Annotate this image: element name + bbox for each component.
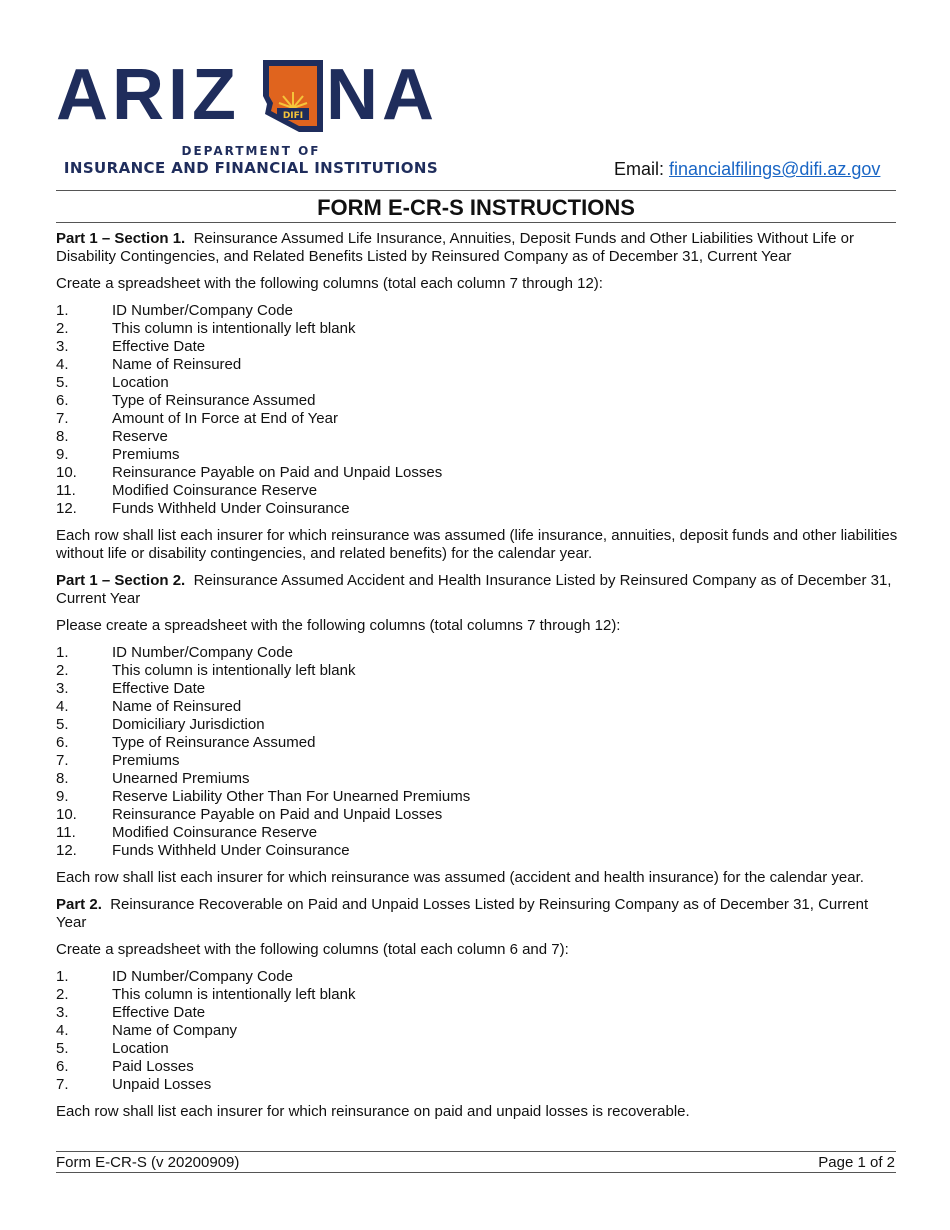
list-item	[56, 410, 901, 428]
list-item	[56, 464, 901, 482]
list-item-label: Amount of In Force at End of Year	[112, 410, 338, 427]
section-closing: Each row shall list each insurer for which reinsurance on paid and unpaid losses is recoverable.	[56, 1103, 690, 1120]
list-item	[56, 788, 901, 806]
list-item	[56, 1004, 901, 1022]
list-item-label: Reinsurance Payable on Paid and Unpaid Losses	[112, 806, 443, 823]
list-item-label: Premiums	[112, 446, 180, 463]
list-item-number: 4.	[56, 1022, 69, 1039]
logo-badge: DIFI	[282, 111, 304, 121]
list-item-label: ID Number/Company Code	[112, 968, 293, 985]
list-item	[56, 320, 901, 338]
list-item-number: 9.	[56, 788, 69, 805]
list-item-number: 9.	[56, 446, 69, 463]
logo-word-right: NA	[326, 55, 438, 135]
list-item	[56, 392, 901, 410]
difi-logo	[56, 56, 456, 176]
list-item-number: 12.	[56, 500, 77, 517]
list-item-number: 3.	[56, 1004, 69, 1021]
list-item-number: 4.	[56, 356, 69, 373]
list-item-number: 12.	[56, 842, 77, 859]
section-heading-label: Part 1 – Section 2.	[56, 572, 186, 589]
list-item	[56, 356, 901, 374]
list-item	[56, 302, 901, 320]
footer-rule-top	[56, 1151, 896, 1152]
logo-word-left: ARIZ	[56, 55, 240, 135]
list-item-label: Funds Withheld Under Coinsurance	[112, 500, 350, 517]
section-heading-label: Part 2.	[56, 896, 102, 913]
section-heading-label: Part 1 – Section 1.	[56, 230, 186, 247]
list-item-number: 1.	[56, 968, 69, 985]
list-item-label: Unpaid Losses	[112, 1076, 212, 1093]
list-item-label: Paid Losses	[112, 1058, 194, 1075]
section-heading	[56, 572, 901, 608]
column-list	[56, 968, 901, 1094]
section-heading-text: Reinsurance Assumed Accident and Health Insurance Listed by Reinsured Company as of December 31, Current Year	[56, 572, 892, 607]
section-heading-text: Reinsurance Recoverable on Paid and Unpaid Losses Listed by Reinsuring Company as of December 31, Current Year	[56, 896, 869, 931]
list-item-label: Name of Reinsured	[112, 356, 242, 373]
section-heading	[56, 230, 901, 266]
list-item-label: This column is intentionally left blank	[112, 986, 356, 1003]
list-item-label: This column is intentionally left blank	[112, 662, 356, 679]
list-item-number: 11.	[56, 824, 76, 841]
list-item-label: Modified Coinsurance Reserve	[112, 824, 318, 841]
section-intro: Create a spreadsheet with the following columns (total each column 7 through 12):	[56, 275, 603, 292]
list-item-label: Effective Date	[112, 1004, 206, 1021]
list-item	[56, 716, 901, 734]
list-item	[56, 1022, 901, 1040]
list-item-label: Unearned Premiums	[112, 770, 250, 787]
list-item	[56, 968, 901, 986]
list-item-number: 2.	[56, 986, 69, 1003]
dept-line-1: DEPARTMENT OF	[181, 144, 321, 158]
header-rule-bottom	[56, 222, 896, 223]
list-item	[56, 1076, 901, 1094]
list-item-number: 11.	[56, 482, 76, 499]
list-item-label: Type of Reinsurance Assumed	[112, 734, 316, 751]
email-contact	[614, 159, 880, 180]
instructions-body	[56, 230, 901, 1130]
list-item-label: Reserve Liability Other Than For Unearned Premiums	[112, 788, 471, 805]
list-item-number: 8.	[56, 770, 69, 787]
list-item-number: 6.	[56, 392, 69, 409]
section-intro: Please create a spreadsheet with the following columns (total columns 7 through 12):	[56, 617, 621, 634]
list-item-label: Reinsurance Payable on Paid and Unpaid Losses	[112, 464, 443, 481]
list-item	[56, 338, 901, 356]
list-item-label: Location	[112, 1040, 169, 1057]
list-item	[56, 770, 901, 788]
list-item-number: 7.	[56, 752, 69, 769]
list-item-number: 7.	[56, 1076, 69, 1093]
list-item-number: 7.	[56, 410, 69, 427]
page-number: Page 1 of 2	[818, 1154, 895, 1171]
list-item-label: ID Number/Company Code	[112, 302, 293, 319]
list-item-label: Modified Coinsurance Reserve	[112, 482, 318, 499]
header-rule-top	[56, 190, 896, 191]
list-item-number: 1.	[56, 302, 69, 319]
arizona-state-icon	[259, 56, 327, 136]
column-list	[56, 644, 901, 860]
list-item-number: 5.	[56, 374, 69, 391]
list-item-number: 2.	[56, 320, 69, 337]
section-heading-text: Reinsurance Assumed Life Insurance, Annuities, Deposit Funds and Other Liabilities Without Life or Disability Contingencies, and Related Benefits Listed by Reinsured Company as of December 31, Current Year	[56, 230, 854, 265]
section-closing: Each row shall list each insurer for which reinsurance was assumed (life insurance, annuities, deposit funds and other liabilities without life or disability contingencies, and related benefits) for the calendar year.	[56, 527, 898, 562]
list-item-label: Name of Company	[112, 1022, 238, 1039]
list-item	[56, 824, 901, 842]
list-item-label: Reserve	[112, 428, 168, 445]
footer-rule-bottom	[56, 1172, 896, 1173]
list-item	[56, 734, 901, 752]
section-intro: Create a spreadsheet with the following columns (total each column 6 and 7):	[56, 941, 569, 958]
section-closing: Each row shall list each insurer for which reinsurance was assumed (accident and health insurance) for the calendar year.	[56, 869, 864, 886]
page-title: FORM E-CR-S INSTRUCTIONS	[317, 195, 635, 220]
column-list	[56, 302, 901, 518]
email-link[interactable]: financialfilings@difi.az.gov	[669, 159, 881, 179]
list-item	[56, 1058, 901, 1076]
list-item-label: Domiciliary Jurisdiction	[112, 716, 265, 733]
list-item	[56, 680, 901, 698]
list-item-number: 5.	[56, 1040, 69, 1057]
list-item-number: 6.	[56, 734, 69, 751]
list-item-label: ID Number/Company Code	[112, 644, 293, 661]
list-item-number: 6.	[56, 1058, 69, 1075]
list-item	[56, 986, 901, 1004]
list-item	[56, 428, 901, 446]
list-item-number: 2.	[56, 662, 69, 679]
list-item-label: Effective Date	[112, 338, 206, 355]
list-item-number: 3.	[56, 680, 69, 697]
list-item-label: Name of Reinsured	[112, 698, 242, 715]
list-item	[56, 842, 901, 860]
list-item-label: Type of Reinsurance Assumed	[112, 392, 316, 409]
list-item-label: Effective Date	[112, 680, 206, 697]
list-item-label: Funds Withheld Under Coinsurance	[112, 842, 350, 859]
section-heading	[56, 896, 901, 932]
list-item-number: 3.	[56, 338, 69, 355]
list-item-number: 5.	[56, 716, 69, 733]
list-item	[56, 500, 901, 518]
list-item	[56, 662, 901, 680]
list-item	[56, 374, 901, 392]
list-item-label: This column is intentionally left blank	[112, 320, 356, 337]
list-item	[56, 698, 901, 716]
list-item-number: 10.	[56, 806, 77, 823]
email-label: Email:	[614, 159, 665, 179]
list-item	[56, 806, 901, 824]
list-item-number: 10.	[56, 464, 77, 481]
form-version: Form E-CR-S (v 20200909)	[56, 1154, 240, 1171]
list-item	[56, 1040, 901, 1058]
list-item	[56, 446, 901, 464]
list-item-number: 1.	[56, 644, 69, 661]
list-item	[56, 482, 901, 500]
list-item-label: Location	[112, 374, 169, 391]
dept-line-2: INSURANCE AND FINANCIAL INSTITUTIONS	[63, 159, 439, 177]
list-item-number: 8.	[56, 428, 69, 445]
list-item	[56, 644, 901, 662]
list-item-label: Premiums	[112, 752, 180, 769]
list-item	[56, 752, 901, 770]
list-item-number: 4.	[56, 698, 69, 715]
